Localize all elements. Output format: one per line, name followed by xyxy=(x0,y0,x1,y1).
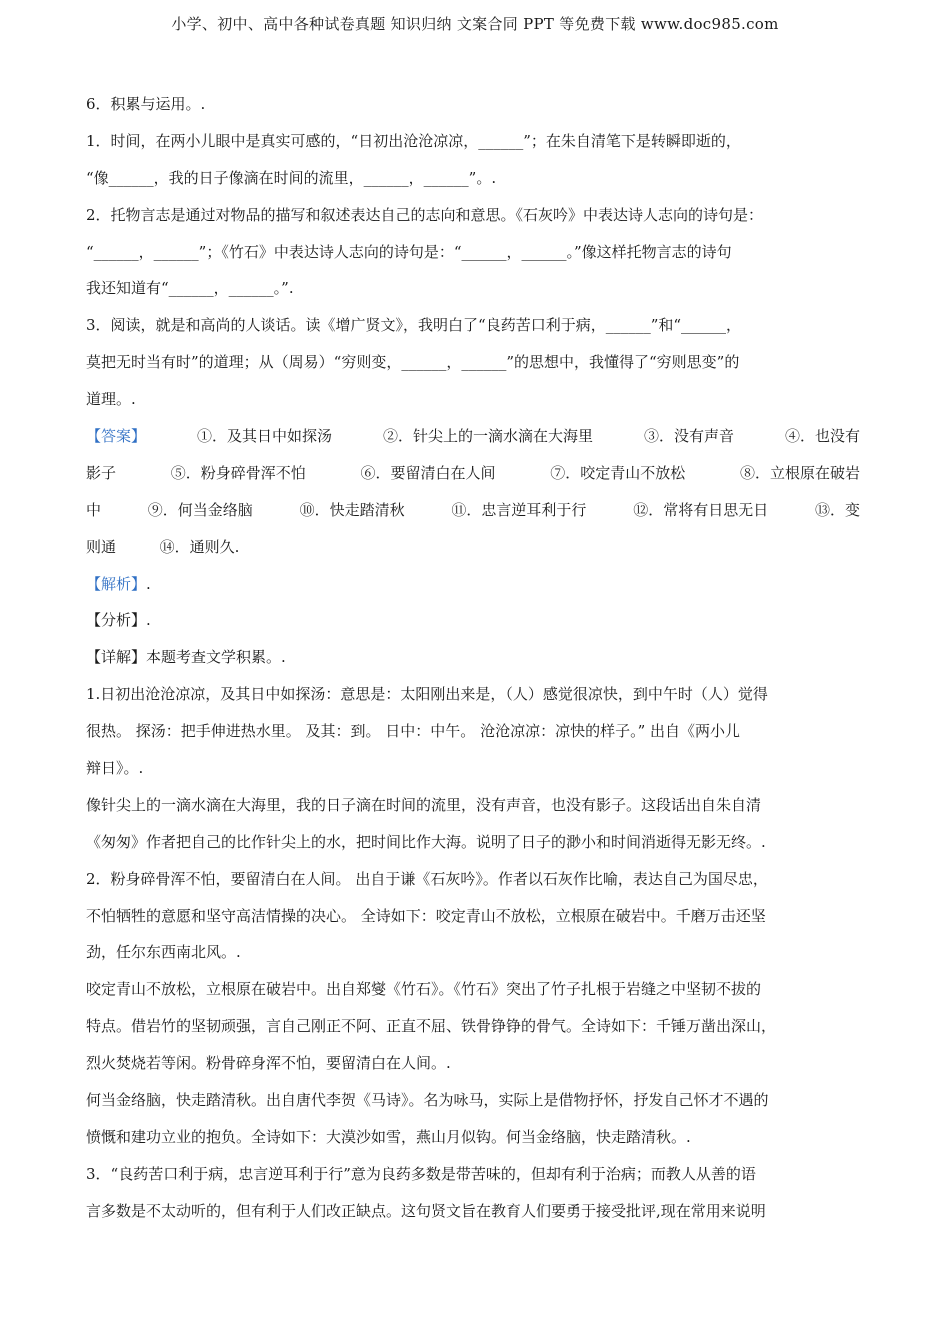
analysis-line: 特点。借岩竹的坚韧顽强，言自己刚正不阿、正直不屈、铁骨铮铮的骨气。全诗如下：千锤万凿出深山， xyxy=(86,1017,777,1036)
answer-item: 则通 xyxy=(86,537,117,556)
document-body xyxy=(86,86,866,1230)
answer-row xyxy=(86,418,866,455)
analysis-line: 何当金络脑，快走踏清秋。出自唐代李贺《马诗》。名为咏马，实际上是借物抒怀，抒发自己怀才不遇的 xyxy=(86,1091,769,1110)
answer-item: 影子 xyxy=(86,463,117,482)
analysis-line: 2．粉身碎骨浑不怕，要留清白在人间。 出自于谦《石灰吟》。作者以石灰作比喻，表达自己为国尽忠， xyxy=(86,869,768,888)
page-header: 小学、初中、高中各种试卷真题 知识归纳 文案合同 PPT 等免费下载 www.doc985.com xyxy=(171,15,779,33)
analysis-line: 咬定青山不放松，立根原在破岩中。出自郑燮《竹石》。《竹石》突出了竹子扎根于岩缝之中坚韧不拔的 xyxy=(86,980,762,999)
answer-item: ⑧．立根原在破岩 xyxy=(739,463,860,482)
answer-item: ④．也没有 xyxy=(784,427,860,446)
question-line: 我还知道有“______，______。”. xyxy=(86,279,294,298)
analysis-line: 1.日初出沧沧凉凉，及其日中如探汤：意思是：太阳刚出来是，（人）感觉很凉快，到中午时（人）觉得 xyxy=(86,685,768,704)
question-line: “像______，我的日子像滴在时间的流里，______，______”。. xyxy=(86,168,497,187)
analysis-line: 不怕牺牲的意愿和坚守高洁情操的决心。 全诗如下：咬定青山不放松，立根原在破岩中。千磨万击还坚 xyxy=(86,906,766,925)
answer-item: ⑨．何当金络脑 xyxy=(147,500,253,519)
answer-item: ①．及其日中如探汤 xyxy=(196,427,332,446)
answer-item: ⑬．变 xyxy=(814,500,860,519)
analysis-heading xyxy=(86,566,866,603)
answer-row xyxy=(86,529,866,566)
question-line: 道理。. xyxy=(86,390,136,409)
answer-row xyxy=(86,455,866,492)
analysis-line: 辩日》。. xyxy=(86,759,144,778)
analysis-line: 像针尖上的一滴水滴在大海里，我的日子滴在时间的流里，没有声音，也没有影子。这段话出自朱自清 xyxy=(86,795,762,814)
question-heading: 6．积累与运用。. xyxy=(86,95,206,113)
answer-item: ⑩．快走踏清秋 xyxy=(299,500,405,519)
answer-item: ⑦．咬定青山不放松 xyxy=(550,463,686,482)
analysis-tag-suffix: . xyxy=(146,574,151,593)
analysis-line: 愤慨和建功立业的抱负。全诗如下：大漠沙如雪，燕山月似钩。何当金络脑，快走踏清秋。. xyxy=(86,1127,691,1146)
analysis-line: 很热。 探汤：把手伸进热水里。 及其：到。 日中：中午。 沧沧凉凉：凉快的样子。” 出自《两小儿 xyxy=(86,722,741,741)
answer-item: ⑤．粉身碎骨浑不怕 xyxy=(170,463,306,482)
analysis-line: 《匆匆》作者把自己的比作针尖上的水，把时间比作大海。说明了日子的渺小和时间消逝得无影无终。. xyxy=(86,832,766,851)
question-line: 2．托物言志是通过对物品的描写和叙述表达自己的志向和意思。《石灰吟》中表达诗人志向的诗句是： xyxy=(86,205,764,224)
question-line: 1．时间，在两小儿眼中是真实可感的，“日初出沧沧凉凉，______”；在朱自清笔下是转瞬即逝的， xyxy=(86,131,741,150)
answer-row xyxy=(86,492,866,529)
answer-tag: 【答案】 xyxy=(86,427,147,446)
analysis-line: 劲，任尔东西南北风。. xyxy=(86,943,241,962)
detail-heading: 【详解】本题考查文学积累。. xyxy=(86,648,286,667)
analysis-tag: 【解析】 xyxy=(86,574,147,593)
question-line: 莫把无时当有时”的道理；从（周易）“穷则变，______，______”的思想中，我懂得了“穷则思变”的 xyxy=(86,353,740,372)
question-line: 3．阅读，就是和高尚的人谈话。读《增广贤文》，我明白了“良药苦口利于病，______”和“______， xyxy=(86,316,742,335)
answer-item: ⑥．要留清白在人间 xyxy=(360,463,496,482)
answer-item: ②．针尖上的一滴水滴在大海里 xyxy=(382,427,593,446)
analysis-line: 3．“良药苦口利于病，忠言逆耳利于行”意为良药多数是带苦味的，但却有利于治病；而教人从善的语 xyxy=(86,1164,756,1183)
answer-item: ⑪．忠言逆耳利于行 xyxy=(451,500,587,519)
answer-item: ③．没有声音 xyxy=(643,427,734,446)
question-line: “______，______”；《竹石》中表达诗人志向的诗句是：“______，______。”像这样托物言志的诗句 xyxy=(86,242,732,261)
analysis-line: 烈火焚烧若等闲。粉骨碎身浑不怕，要留清白在人间。. xyxy=(86,1054,451,1073)
answer-item: ⑭．通则久. xyxy=(159,537,240,556)
answer-item: ⑫．常将有日思无日 xyxy=(633,500,769,519)
analysis-line: 言多数是不太动听的，但有利于人们改正缺点。这句贤文旨在教育人们要勇于接受批评,现在常用来说明 xyxy=(86,1201,766,1220)
answer-item: 中 xyxy=(86,500,102,519)
fenxi-heading: 【分析】. xyxy=(86,611,151,630)
